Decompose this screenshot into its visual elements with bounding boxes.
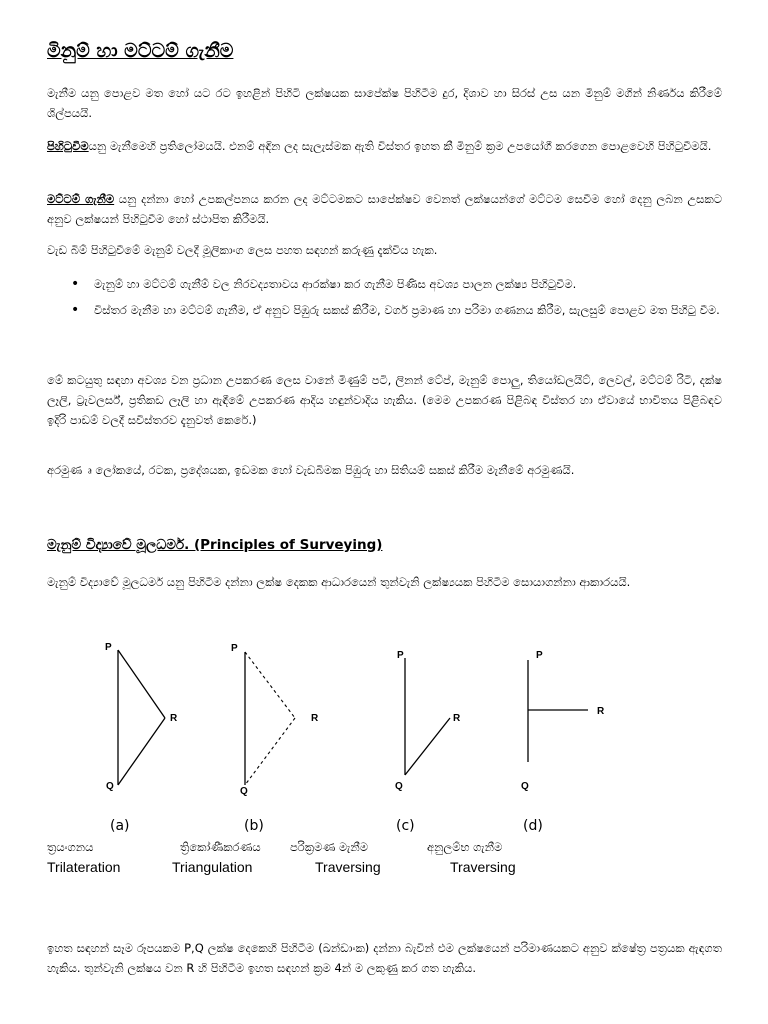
list-item bbox=[47, 274, 722, 294]
point-p-label: P bbox=[231, 643, 238, 654]
figure-b-triangulation bbox=[231, 643, 319, 797]
bullet-text: මැනුම් හා මට්ටම් ගැනීම් වල නිරවද්‍යතාවය ආරක්ෂා කර ගැනීම පිණිස අවශ්‍ය පාලන ලක්ෂ්‍ය පිහිටුවීම. bbox=[94, 277, 577, 291]
paragraph-setting-out bbox=[47, 136, 722, 156]
point-r-label: R bbox=[311, 713, 319, 724]
method-english-c: Traversing bbox=[315, 859, 381, 875]
term-setting-out: පිහිටුවීම bbox=[47, 139, 89, 153]
paragraph-conclusion: ඉහත සඳහන් සෑම රූපයකම P,Q ලක්ෂ දෙකෙහි පිහිටීම (ඛන්ඩාංක) දන්නා බැවින් එම ලක්ෂයෙන් පරිමාණයකට අනුව ක්ෂේත්‍ර පත්‍රයක ඇඳගත හැකිය. තුන්වැනි ලක්ෂය වන R හි පිහිටීම ඉහත සඳහන් ක්‍රම 4න් ම ලකුණු කර ගත හැකිය. bbox=[47, 941, 722, 975]
method-english-d: Traversing bbox=[450, 859, 516, 875]
caption-d: (d) bbox=[523, 818, 543, 834]
caption-b: (b) bbox=[244, 818, 264, 834]
bullet-icon: • bbox=[71, 302, 80, 318]
bullet-icon: • bbox=[71, 276, 80, 292]
method-sinhala-b: ත්‍රිකෝණීකරණය bbox=[180, 840, 261, 854]
bullet-text: විස්තර මැනීම හා මට්ටම් ගැනීම, ඒ අනුව පිඹුරු සකස් කිරීම, වර්ග ප්‍රමාණ හා පරිමා ගණනය කිරීම, සැලසුම් පොළව මත පිහිටු වීම. bbox=[94, 303, 720, 317]
point-q-label: Q bbox=[106, 781, 114, 792]
method-sinhala-c: පරික්‍රමණ මැනීම bbox=[290, 840, 368, 854]
page-title: මිනුම් හා මට්ටම් ගැනීම bbox=[47, 40, 234, 62]
figure-c-traversing bbox=[395, 650, 461, 792]
paragraph-instruments: මේ කටයුතු සඳහා අවශ්‍ය වන ප්‍රධාන උපකරණ ලෙස වානේ මිණුම් පටි, ලිනන් ටේප්, මැනුම් පොලු, තියෝඩලයිට්, ලෙවල්, මට්ටම් රිටි, දක්ෂ ලෑලි, ට්‍රැවලර්ස්, ප්‍රතිකඩ ලෑලි හා ඇඳීමේ උපකරණ ආදිය හඳුන්වාදිය හැකිය. (මෙම උපකරණ පිළිබඳ විස්තර හා ඒවායේ භාවිතය පිළිබඳව ඉදිරි පාඩම් වලදී සවිස්තරව දැනුවත් කෙරේ.) bbox=[47, 373, 722, 427]
setting-out-text: යනු මැනීමෙහි ප්‍රතිලෝමයයි. එනම් අඳින ලද සැලැස්මක ඇති විස්තර ඉහත කී මිනුම් ක්‍රම උපයෝගී කරගෙන පොළවෙහි පිහිටුවීමයි. bbox=[88, 139, 712, 153]
figure-a-trilateration bbox=[105, 642, 178, 792]
method-english-b: Triangulation bbox=[172, 859, 253, 875]
point-p-label: P bbox=[536, 650, 543, 661]
point-r-label: R bbox=[597, 706, 605, 717]
method-english-a: Trilateration bbox=[47, 859, 121, 875]
principles-diagram bbox=[0, 630, 768, 805]
point-q-label: Q bbox=[395, 781, 403, 792]
method-sinhala-d: අනුලම්භ ගැනීම bbox=[427, 840, 503, 854]
paragraph-objective: අරමුණ ෘ ලෝකයේ, රටක, ප්‍රදේශයක, ඉඩමක හෝ වැඩබිමක පිඹුරු හා සිතියම් සකස් කිරීම මැනීමේ අරමුණයි. bbox=[47, 463, 575, 477]
figure-d-offset bbox=[521, 650, 605, 792]
point-q-label: Q bbox=[521, 781, 529, 792]
point-p-label: P bbox=[105, 642, 112, 653]
list-item bbox=[47, 300, 722, 320]
point-r-label: R bbox=[170, 713, 178, 724]
paragraph-definition: මැනීම යනු පොළව මත හෝ යට රට ඉහළින් පිහිටි ලක්ෂයක සාපේක්ෂ පිහිටීම දුර, දිශාව හා සිරස් උස යන මිනුම් මගින් නිර්ණය කිරීමේ ශිල්පයයි. bbox=[47, 86, 722, 120]
paragraph-levelling bbox=[47, 189, 722, 229]
caption-c: (c) bbox=[396, 818, 415, 834]
term-levelling: මට්ටම් ගැනීම bbox=[47, 192, 115, 206]
paragraph-site-basics: වැඩ බිම් පිහිටුවීමේ මැනුම් වලදී මූලිකාංග ලෙස පහත සඳහන් කරුණු දැක්විය හැක. bbox=[47, 243, 438, 257]
caption-a: (a) bbox=[110, 818, 130, 834]
point-p-label: P bbox=[397, 650, 404, 661]
bullet-list bbox=[47, 274, 722, 326]
point-q-label: Q bbox=[240, 786, 248, 797]
point-r-label: R bbox=[453, 713, 461, 724]
levelling-text: යනු දන්නා හෝ උපකල්පනය කරන ලද මට්ටමකට සාපේක්ෂව වෙනත් ලක්ෂයන්ගේ මට්ටම සෙවීම හෝ දෙනු ලබන උසකට අනුව ලක්ෂයන් පිහිටුවීම හෝ ස්ථාපිත කිරීමයි. bbox=[47, 192, 722, 226]
method-sinhala-a: ත්‍රයංගනය bbox=[47, 840, 94, 854]
section-heading-principles: මැනුම් විද්‍යාවේ මූලධර්ම. (Principles of Surveying) bbox=[47, 537, 383, 553]
paragraph-principles: මැනුම් විද්‍යාවේ මූලධර්ම යනු පිහිටීම දන්නා ලක්ෂ දෙකක ආධාරයෙන් තුන්වැනි ලක්ෂ්‍යයක පිහිටීම සොයාගන්නා ආකාරයයි. bbox=[47, 575, 631, 589]
